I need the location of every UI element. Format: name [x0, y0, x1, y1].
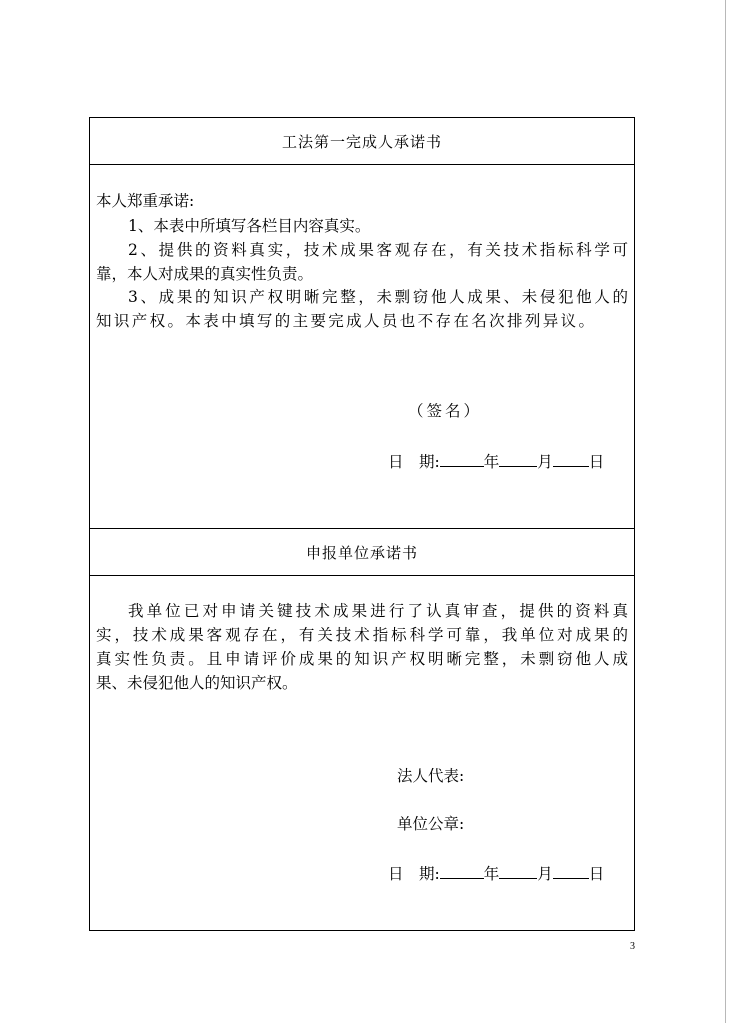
completer-pledge-item-2-line-2: 靠，本人对成果的真实性负责。: [96, 265, 314, 283]
month-blank[interactable]: [499, 450, 537, 467]
signature-label: （签名）: [408, 402, 483, 420]
legal-representative-label: 法人代表:: [397, 767, 465, 785]
page-number: 3: [630, 941, 635, 952]
date-label: 日 期:: [388, 453, 440, 471]
day-label: 日: [588, 453, 605, 471]
month-label: 月: [537, 865, 553, 883]
year-label: 年: [483, 453, 500, 471]
unit-pledge-title-row: [90, 529, 634, 576]
unit-pledge-line-2: 实，技术成果客观存在，有关技术指标科学可靠，我单位对成果的: [96, 626, 628, 644]
completer-pledge-item-1: 1、本表中所填写各栏目内容真实。: [128, 217, 371, 235]
unit-date-line: [388, 862, 604, 884]
month-label: 月: [537, 453, 553, 471]
year-blank[interactable]: [440, 862, 484, 879]
day-blank[interactable]: [553, 862, 589, 879]
completer-pledge-item-2-line-1: 2、提供的资料真实，技术成果客观存在，有关技术指标科学可: [128, 241, 628, 259]
completer-pledge-intro: 本人郑重承诺:: [96, 192, 195, 210]
unit-seal-label: 单位公章:: [397, 815, 465, 833]
month-blank[interactable]: [499, 862, 537, 879]
page-edge: [725, 0, 726, 1023]
completer-pledge-item-3-line-2: 知识产权。本表中填写的主要完成人员也不存在名次排列异议。: [96, 312, 594, 330]
year-label: 年: [483, 865, 500, 883]
day-label: 日: [588, 865, 605, 883]
unit-pledge-line-1: 我单位已对申请关键技术成果进行了认真审查，提供的资料真: [128, 602, 628, 620]
unit-pledge-line-3: 真实性负责。且申请评价成果的知识产权明晰完整，未剽窃他人成: [96, 650, 628, 668]
unit-pledge-title: 申报单位承诺书: [305, 543, 418, 562]
unit-pledge-line-4: 果、未侵犯他人的知识产权。: [96, 674, 298, 692]
completer-pledge-title: 工法第一完成人承诺书: [281, 132, 442, 151]
completer-pledge-body: [90, 165, 634, 529]
date-label: 日 期:: [388, 865, 440, 883]
pledge-form-table: [89, 117, 635, 931]
completer-date-line: [388, 450, 604, 472]
unit-pledge-body: [90, 576, 634, 931]
year-blank[interactable]: [440, 450, 484, 467]
completer-pledge-item-3-line-1: 3、成果的知识产权明晰完整，未剽窃他人成果、未侵犯他人的: [128, 288, 628, 306]
completer-pledge-title-row: [90, 118, 634, 165]
day-blank[interactable]: [553, 450, 589, 467]
